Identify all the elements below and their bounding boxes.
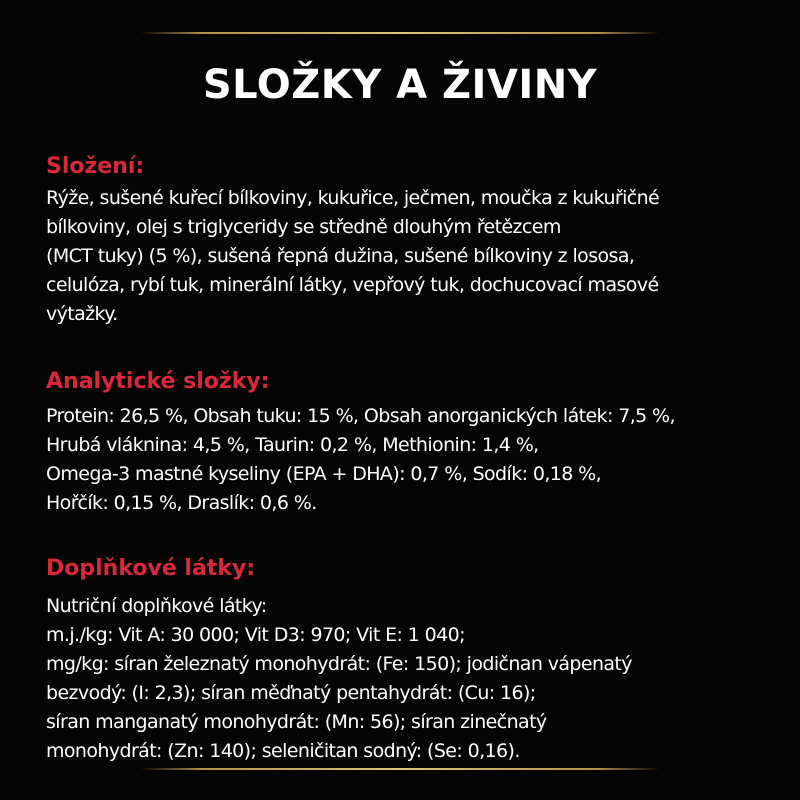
- composition-section: [46, 154, 766, 329]
- composition-heading: Složení:: [46, 154, 145, 179]
- additives-text: [46, 592, 766, 766]
- composition-line: výtažky.: [46, 303, 118, 325]
- composition-line: celulóza, rybí tuk, minerální látky, vepřový tuk, dochucovací masové: [46, 274, 659, 296]
- page-title: SLOŽKY A ŽIVINY: [202, 62, 598, 108]
- composition-text: [46, 184, 766, 329]
- composition-line: bílkoviny, olej s triglyceridy se středně dlouhým řetězcem: [46, 216, 561, 238]
- analytic-heading: Analytické složky:: [46, 369, 270, 394]
- top-gold-divider: [140, 32, 660, 34]
- analytic-line: Protein: 26,5 %, Obsah tuku: 15 %, Obsah anorganických látek: 7,5 %,: [46, 405, 675, 427]
- composition-line: Rýže, sušené kuřecí bílkoviny, kukuřice, ječmen, moučka z kukuřičné: [46, 187, 660, 209]
- additives-section: [46, 556, 766, 766]
- additives-line: m.j./kg: Vit A: 30 000; Vit D3: 970; Vit E: 1 040;: [46, 624, 465, 646]
- analytic-line: Hrubá vláknina: 4,5 %, Taurin: 0,2 %, Methionin: 1,4 %,: [46, 434, 539, 456]
- additives-line: mg/kg: síran železnatý monohydrát: (Fe: 150); jodičnan vápenatý: [46, 653, 632, 675]
- additives-line: monohydrát: (Zn: 140); seleničitan sodný: (Se: 0,16).: [46, 740, 520, 762]
- additives-line: Nutriční doplňkové látky:: [46, 595, 267, 617]
- additives-line: síran manganatý monohydrát: (Mn: 56); síran zinečnatý: [46, 711, 547, 733]
- analytic-line: Omega-3 mastné kyseliny (EPA + DHA): 0,7 %, Sodík: 0,18 %,: [46, 463, 602, 485]
- bottom-gold-divider: [140, 768, 660, 770]
- analytic-section: [46, 369, 766, 518]
- additives-heading: Doplňkové látky:: [46, 556, 256, 581]
- composition-line: (MCT tuky) (5 %), sušená řepná dužina, sušené bílkoviny z lososa,: [46, 245, 635, 267]
- analytic-text: [46, 402, 766, 518]
- analytic-line: Hořčík: 0,15 %, Draslík: 0,6 %.: [46, 492, 317, 514]
- additives-line: bezvodý: (I: 2,3); síran měďnatý pentahydrát: (Cu: 16);: [46, 682, 536, 704]
